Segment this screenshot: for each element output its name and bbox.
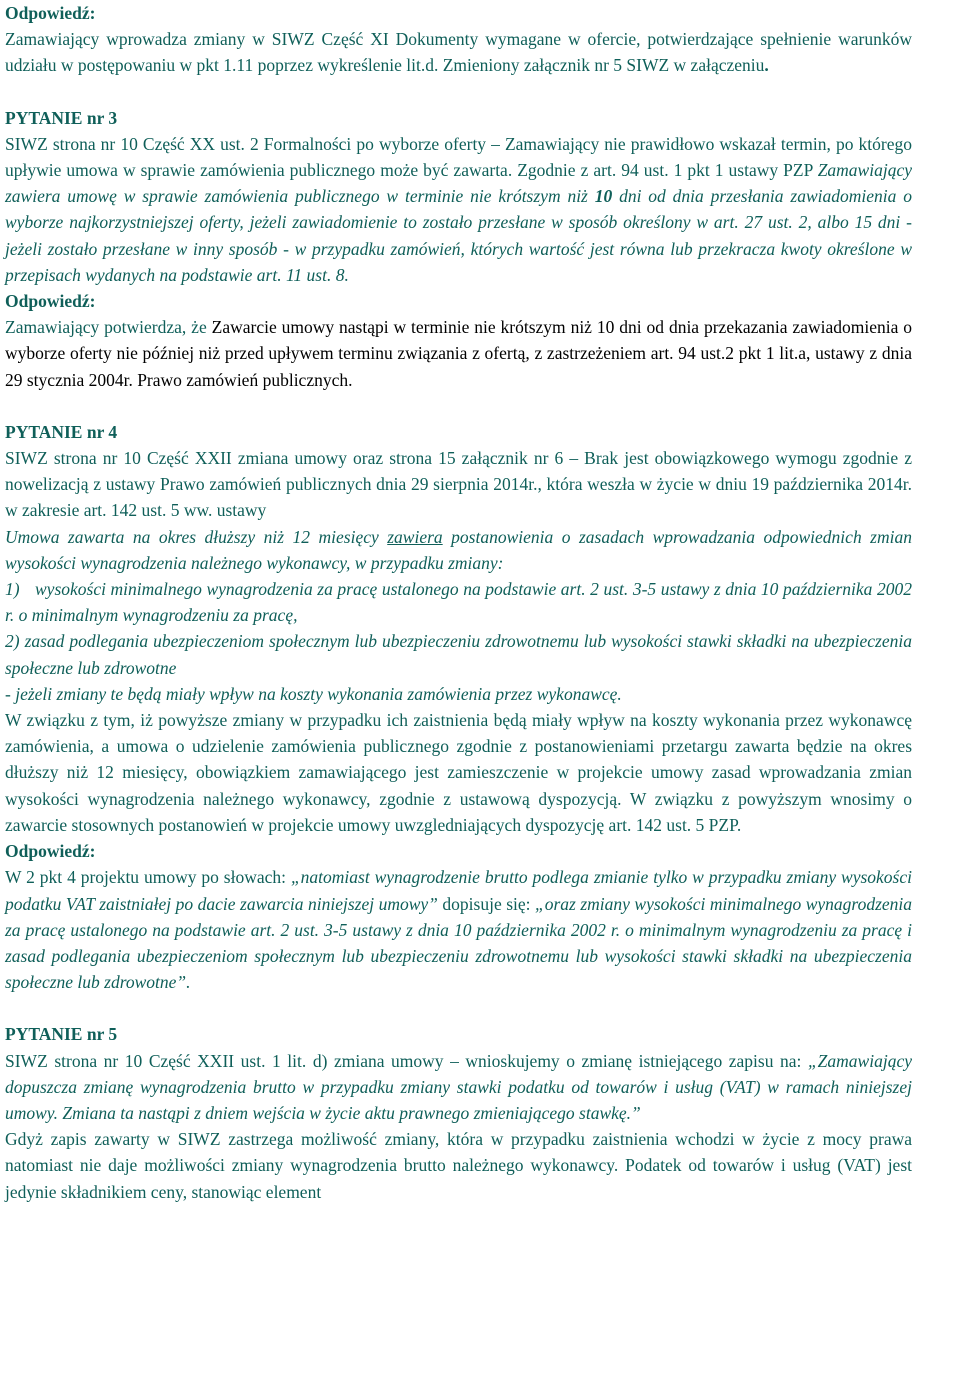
- answer-paragraph-3: [5, 314, 912, 393]
- answer-paragraph-1: [5, 26, 912, 78]
- question-4-list-tail: - jeżeli zmiany te będą miały wpływ na koszty wykonania zamówienia przez wykonawcę.: [5, 683, 622, 704]
- question-4-quote-2: postanowienia o zasadach wprowadzania odpowiednich zmian wysokości wynagrodzenia należnego wykonawcy, w przypadku zmiany:: [5, 526, 912, 573]
- question-body-3: [5, 131, 912, 288]
- answer-heading-1: Odpowiedź:: [5, 3, 96, 23]
- question-5-body: Gdyż zapis zawarty w SIWZ zastrzega możliwość zmiany, która w przypadku zaistnienia wchodzi w życie z mocy prawa natomiast nie daje możliwości zmiany wynagrodzenia brutto należnego wykonawcy. Podatek od towarów i usług (VAT) jest jedynie składnikiem ceny, stanowiąc element: [5, 1129, 912, 1202]
- question-4-body: W związku z tym, iż powyższe zmiany w przypadku ich zaistnienia będą miały wpływ na koszty wykonania przez wykonawcę zamówienia, a umowa o udzielenie zamówienia publicznego zgodnie z postanowieniami przetargu zawarta będzie na okres dłuższy niż 12 miesięcy, obowiązkiem zamawiającego jest zamieszczenie w projekcie umowy zasad wprowadzania zmian wysokości wynagrodzenia należnego wykonawcy, zgodnie z ustawową dyspozycją. W związku z powyższym wnosimy o zawarcie stosownych postanowień w projekcie umowy uwzgledniających dyspozycję art. 142 ust. 5 PZP.: [5, 710, 912, 835]
- question-3-text-1: SIWZ strona nr 10 Część XX ust. 2 Formalności po wyborze oferty – Zamawiający nie prawidłowo wskazał termin, po którego upływie umowa w sprawie zamówienia publicznego może być zawarta. Zgodnie z art. 94 ust. 1 pkt 1 ustawy PZP: [5, 133, 912, 181]
- question-3-quote-2: dni od dnia przesłania zawiadomienia o wyborze najkorzystniejszej oferty, jeżeli zawiadomienie to zostało przesłane w sposób określony w art. 27 ust. 2, albo 15 dni - jeżeli zostało przesłane w inny sposób - w przypadku zamówień, których wartość jest równa lub przekracza kwoty określone w przepisach wydanych na podstawie art. 11 ust. 8.: [5, 186, 912, 285]
- question-3-quote-1: Zamawiający zawiera umowę w sprawie zamówienia publicznego w terminie nie krótszym niż: [5, 160, 912, 207]
- question-5-text-1: SIWZ strona nr 10 Część XXII ust. 1 lit. d) zmiana umowy – wnioskujemy o zmianę istniejącego zapisu na:: [5, 1050, 808, 1071]
- spacer: [5, 79, 912, 105]
- question-4-list-item-1: [5, 576, 912, 628]
- answer-3-text-1: Zamawiający potwierdza, że: [5, 317, 212, 338]
- answer-heading-4: Odpowiedź:: [5, 841, 96, 862]
- spacer: [5, 995, 912, 1021]
- question-title-4: PYTANIE nr 4: [5, 421, 118, 442]
- question-4-list-item-2: 2) zasad podlegania ubezpieczeniom społecznym lub ubezpieczeniu zdrowotnemu lub wysokości stawki składki na ubezpieczenia społeczne lub zdrowotne: [5, 631, 912, 678]
- list-marker-1: 1): [5, 579, 20, 600]
- answer-paragraph-4: [5, 864, 912, 995]
- list-item-1-text: wysokości minimalnego wynagrodzenia za pracę ustalonego na podstawie art. 2 ust. 3-5 ustawy z dnia 10 października 2002 r. o minimalnym wynagrodzeniu za pracę,: [5, 579, 912, 626]
- question-title-3: PYTANIE nr 3: [5, 107, 118, 128]
- question-3-quote-days: 10: [594, 186, 613, 207]
- question-4-quote-underlined: zawiera: [387, 526, 443, 547]
- question-5-quote: „Zamawiający dopuszcza zmianę wynagrodzenia brutto w przypadku zmiany stawki podatku od towarów i usług (VAT) w ramach niniejszej umowy. Zmiana ta nastąpi z dniem wejścia w życie aktu prawnego zmieniającego stawkę.”: [5, 1050, 912, 1123]
- question-5-intro: [5, 1048, 912, 1127]
- answer-4-quote-1: „natomiast wynagrodzenie brutto podlega zmianie tylko w przypadku zmiany wysokości podatku VAT zaistniałej po dacie zawarcia niniejszej umowy”: [5, 867, 912, 914]
- question-4-quote: [5, 524, 912, 576]
- spacer: [5, 393, 912, 419]
- question-4-intro: SIWZ strona nr 10 Część XXII zmiana umowy oraz strona 15 załącznik nr 6 – Brak jest obowiązkowego wymogu zgodnie z nowelizacją z ustawy Prawo zamówień publicznych dnia 29 sierpnia 2014r., która weszła w życie w dniu 19 października 2014r. w zakresie art. 142 ust. 5 ww. ustawy: [5, 448, 912, 521]
- question-title-5: PYTANIE nr 5: [5, 1024, 118, 1045]
- answer-text-1: Zamawiający wprowadza zmiany w SIWZ Część XI Dokumenty wymagane w ofercie, potwierdzające spełnienie warunków udziału w postępowaniu w pkt 1.11 poprzez wykreślenie lit.d. Zmieniony załącznik nr 5 SIWZ w załączeniu: [5, 29, 912, 76]
- answer-3-text-2: Zawarcie umowy nastąpi w terminie nie krótszym niż 10 dni od dnia przekazania zawiadomienia o wyborze oferty nie później niż przed upływem terminu związania z ofertą, z zastrzeżeniem art. 94 ust.2 pkt 1 lit.a, ustawy z dnia 29 stycznia 2004r. Prawo zamówień publicznych.: [5, 317, 913, 390]
- question-4-quote-1: Umowa zawarta na okres dłuższy niż 12 miesięcy: [5, 526, 388, 547]
- answer-text-1-end: .: [764, 55, 769, 76]
- answer-4-quote-2: „oraz zmiany wysokości minimalnego wynagrodzenia za pracę ustalonego na podstawie art. 2 ust. 3-5 ustawy z dnia 10 października 2002 r. o minimalnym wynagrodzeniu za pracę i zasad podlegania ubezpieczeniom społecznym lub ubezpieczeniu zdrowotnemu lub wysokości stawki składki na ubezpieczenia społeczne lub zdrowotne”.: [5, 893, 913, 993]
- answer-4-text-2: dopisuje się:: [437, 893, 535, 914]
- answer-4-text-1: W 2 pkt 4 projektu umowy po słowach:: [5, 867, 291, 888]
- answer-heading-3: Odpowiedź:: [5, 291, 96, 312]
